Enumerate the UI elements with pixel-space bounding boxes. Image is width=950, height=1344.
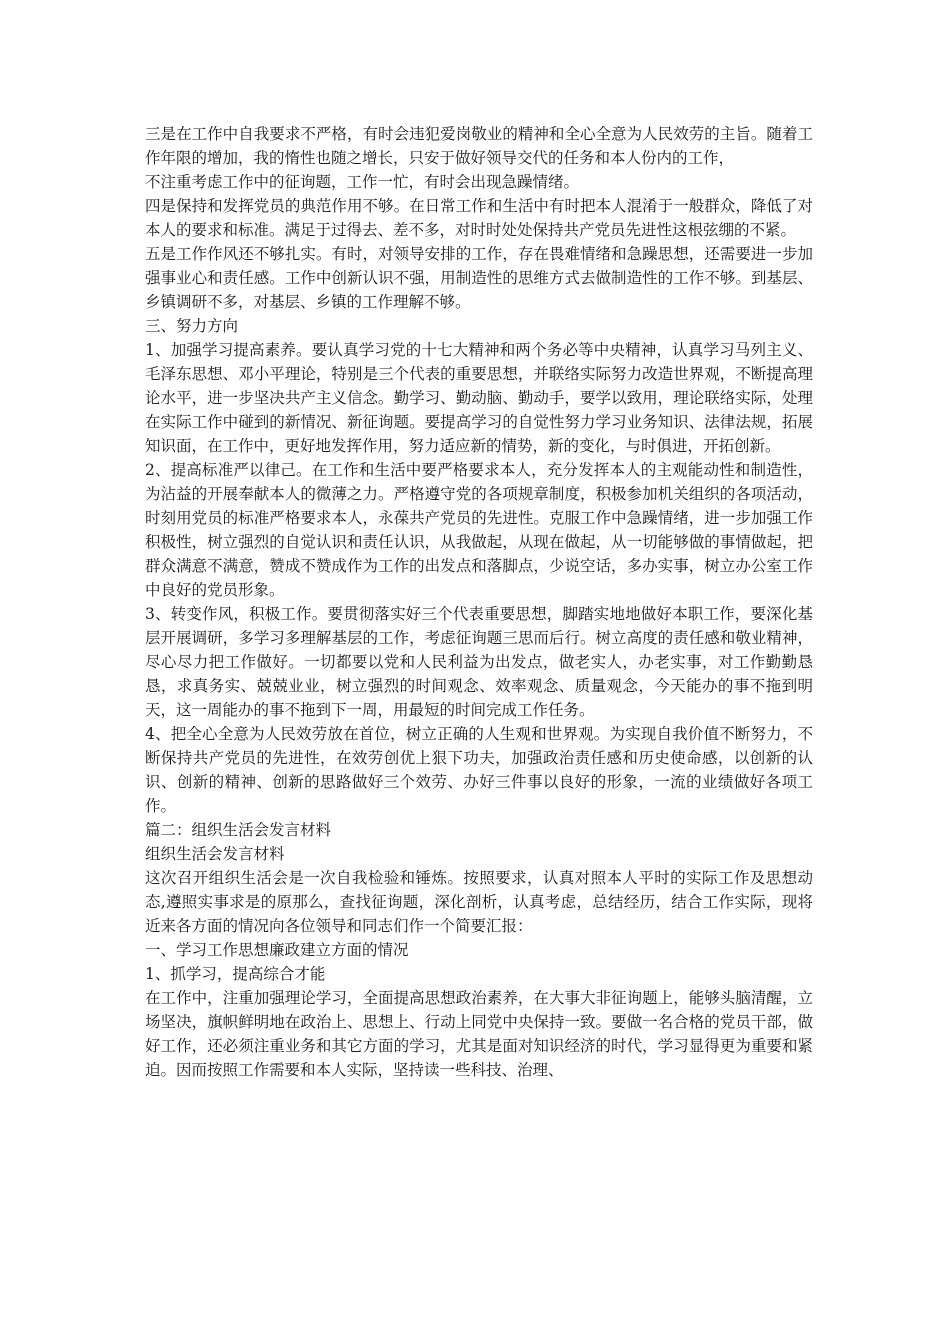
paragraph-item-4: 4、把全心全意为人民效劳放在首位，树立正确的人生观和世界观。为实现自我价值不断努力，不断保持共产党员的先进性，在效劳创优上狠下功夫，加强政治责任感和历史使命感，以创新的认识、创新的精神、创新的思路做好三个效劳、办好三件事以良好的形象，一流的业绩做好各项工作。 <box>145 725 813 815</box>
paragraph-role-model: 四是保持和发挥党员的典范作用不够。在日常工作和生活中有时把本人混淆于一般群众，降低了对本人的要求和标准。满足于过得去、差不多，对时时处处保持共产党员先进性这根弦绷的不紧。 <box>145 197 813 239</box>
subtitle: 组织生活会发言材料 <box>145 845 285 863</box>
paragraph-study: 在工作中，注重加强理论学习，全面提高思想政治素养，在大事大非征询题上，能够头脑清醒，立场坚决，旗帜鲜明地在政治上、思想上、行动上同党中央保持一致。要做一名合格的党员干部，做好工作，还必须注重业务和其它方面的学习，尤其是面对知识经济的时代，学习显得更为重要和紧迫。因而按照工作需要和本人实际，坚持读一些科技、治理、 <box>145 989 813 1079</box>
document-body <box>145 122 813 1082</box>
paragraph-item-3: 3、转变作风，积极工作。要贯彻落实好三个代表重要思想，脚踏实地地做好本职工作，要深化基层开展调研，多学习多理解基层的工作，考虑征询题三思而后行。树立高度的责任感和敬业精神，尽心尽力把工作做好。一切都要以党和人民利益为出发点，做老实人，办老实事，对工作勤勤恳恳，求真务实、兢兢业业，树立强烈的时间观念、效率观念、质量观念，今天能办的事不拖到明天，这一周能办的事不拖到下一周，用最短的时间完成工作任务。 <box>145 605 813 719</box>
paragraph-self-discipline: 三是在工作中自我要求不严格，有时会违犯爱岗敬业的精神和全心全意为人民效劳的主旨。随着工作年限的增加，我的惰性也随之增长，只安于做好领导交代的任务和本人份内的工作， <box>145 125 813 167</box>
paragraph-self-discipline-cont: 不注重考虑工作中的征询题，工作一忙，有时会出现急躁情绪。 <box>145 173 580 191</box>
paragraph-work-style: 五是工作作风还不够扎实。有时，对领导安排的工作，存在畏难情绪和急躁思想，还需要进一步加强事业心和责任感。工作中创新认识不强，用制造性的思维方式去做制造性的工作不够。到基层、乡镇调研不多，对基层、乡镇的工作理解不够。 <box>145 245 813 311</box>
paragraph-item-2: 2、提高标准严以律己。在工作和生活中要严格要求本人，充分发挥本人的主观能动性和制造性，为沾益的开展奉献本人的微薄之力。严格遵守党的各项规章制度，积极参加机关组织的各项活动，时刻用党员的标准严格要求本人，永葆共产党员的先进性。克服工作中急躁情绪，进一步加强工作积极性，树立强烈的自觉认识和责任认识，从我做起，从现在做起，从一切能够做的事情做起，把群众满意不满意，赞成不赞成作为工作的出发点和落脚点，少说空话，多办实事，树立办公室工作中良好的党员形象。 <box>145 461 813 599</box>
section-heading-direction: 三、努力方向 <box>145 317 239 335</box>
subsection-heading-study: 1、抓学习，提高综合才能 <box>145 965 326 983</box>
chapter-title: 篇二：组织生活会发言材料 <box>145 821 332 839</box>
paragraph-item-1: 1、加强学习提高素养。要认真学习党的十七大精神和两个务必等中央精神，认真学习马列主义、毛泽东思想、邓小平理论，特别是三个代表的重要思想，并联络实际努力改造世界观，不断提高理论水平，进一步坚决共产主义信念。勤学习、勤动脑、勤动手，要学以致用，理论联络实际，处理在实际工作中碰到的新情况、新征询题。要提高学习的自觉性努力学习业务知识、法律法规，拓展知识面，在工作中，更好地发挥作用，努力适应新的情势，新的变化，与时俱进，开拓创新。 <box>145 341 813 455</box>
section-heading-situation: 一、学习工作思想廉政建立方面的情况 <box>145 941 409 959</box>
paragraph-intro: 这次召开组织生活会是一次自我检验和锤炼。按照要求，认真对照本人平时的实际工作及思想动态,遵照实事求是的原那么，查找征询题，深化剖析，认真考虑，总结经历，结合工作实际，现将近来各方面的情况向各位领导和同志们作一个简要汇报： <box>145 869 813 935</box>
